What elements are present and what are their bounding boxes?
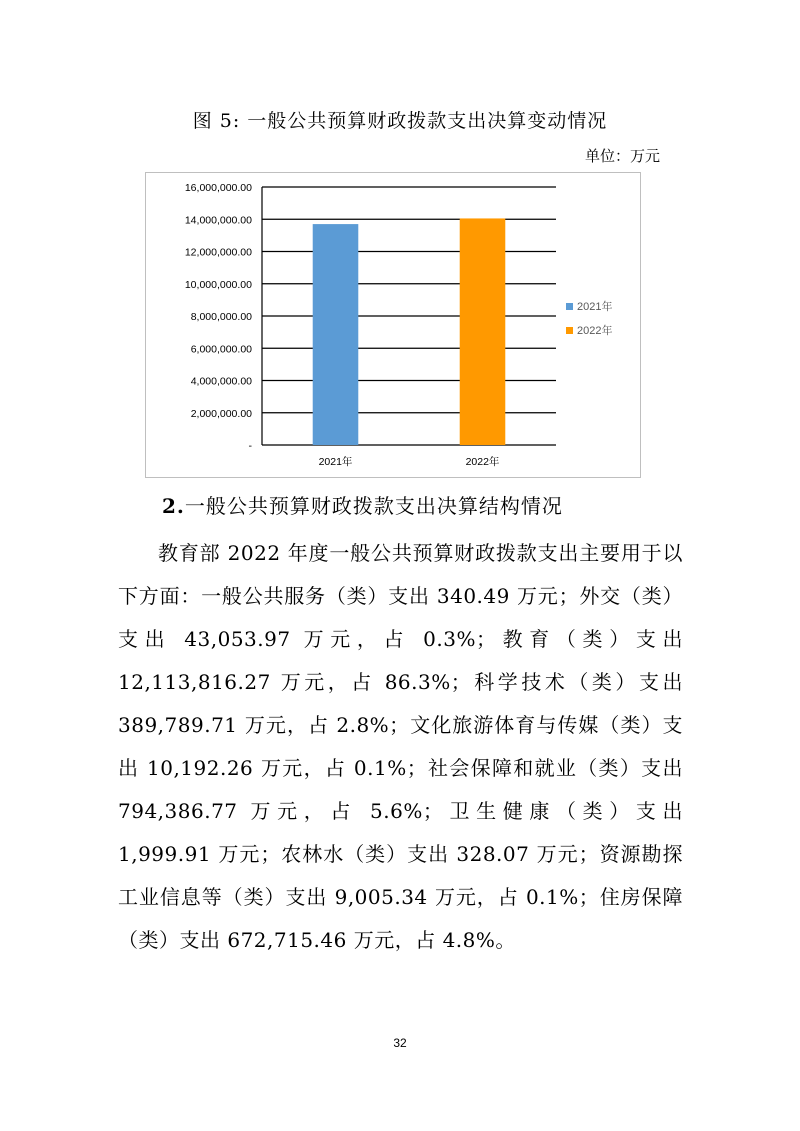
figure-title: 图 5: 一般公共预算财政拨款支出决算变动情况 xyxy=(192,110,608,132)
y-tick-label: 12,000,000.00 xyxy=(184,246,252,259)
y-tick-label: 4,000,000.00 xyxy=(190,375,252,388)
bar xyxy=(460,218,506,445)
section-heading xyxy=(162,490,563,519)
legend-label: 2022年 xyxy=(577,325,613,337)
y-tick-label: 16,000,000.00 xyxy=(184,182,252,194)
unit-label: 单位：万元 xyxy=(584,147,660,165)
y-tick-label: 8,000,000.00 xyxy=(190,311,252,323)
body-paragraph: 教育部 2022 年度一般公共预算财政拨款支出主要用于以下方面：一般公共服务（类）支出 340.49 万元；外交（类）支出 43,053.97 万元，占 0.3%；教育（类）支出 12,113,816.27 万元，占 86.3%；科学技术（类）支出 389,789.71 万元，占 2.8%；文化旅游体育与传媒（类）支出 10,192.26 万元，占 0.1%；社会保障和就业（类）支出 794,386.77 万元，占 5.6%；卫生健康（类）支出 1,999.91 万元；农林水（类）支出 328.07 万元；资源勘探工业信息等（类）支出 9,005.34 万元，占 0.1%；住房保障（类）支出 672,715.46 万元，占 4.8%。 xyxy=(118,541,683,952)
page-number: 32 xyxy=(393,1036,407,1050)
bar-chart xyxy=(145,172,641,478)
bar-chart-svg xyxy=(146,173,640,477)
y-tick-label: - xyxy=(248,440,252,452)
legend-swatch xyxy=(566,303,573,310)
y-tick-label: 14,000,000.00 xyxy=(184,214,252,227)
legend-swatch xyxy=(566,327,573,334)
y-tick-label: 2,000,000.00 xyxy=(190,407,252,420)
y-tick-label: 6,000,000.00 xyxy=(190,343,252,356)
section-number: 2. xyxy=(162,494,185,518)
body-paragraph-block xyxy=(118,532,683,962)
y-tick-label: 10,000,000.00 xyxy=(184,278,252,291)
section-title: 一般公共预算财政拨款支出决算结构情况 xyxy=(184,494,563,518)
x-tick-label: 2021年 xyxy=(318,456,353,468)
x-tick-label: 2022年 xyxy=(465,456,500,468)
legend-label: 2021年 xyxy=(577,301,613,313)
bar xyxy=(313,224,359,445)
